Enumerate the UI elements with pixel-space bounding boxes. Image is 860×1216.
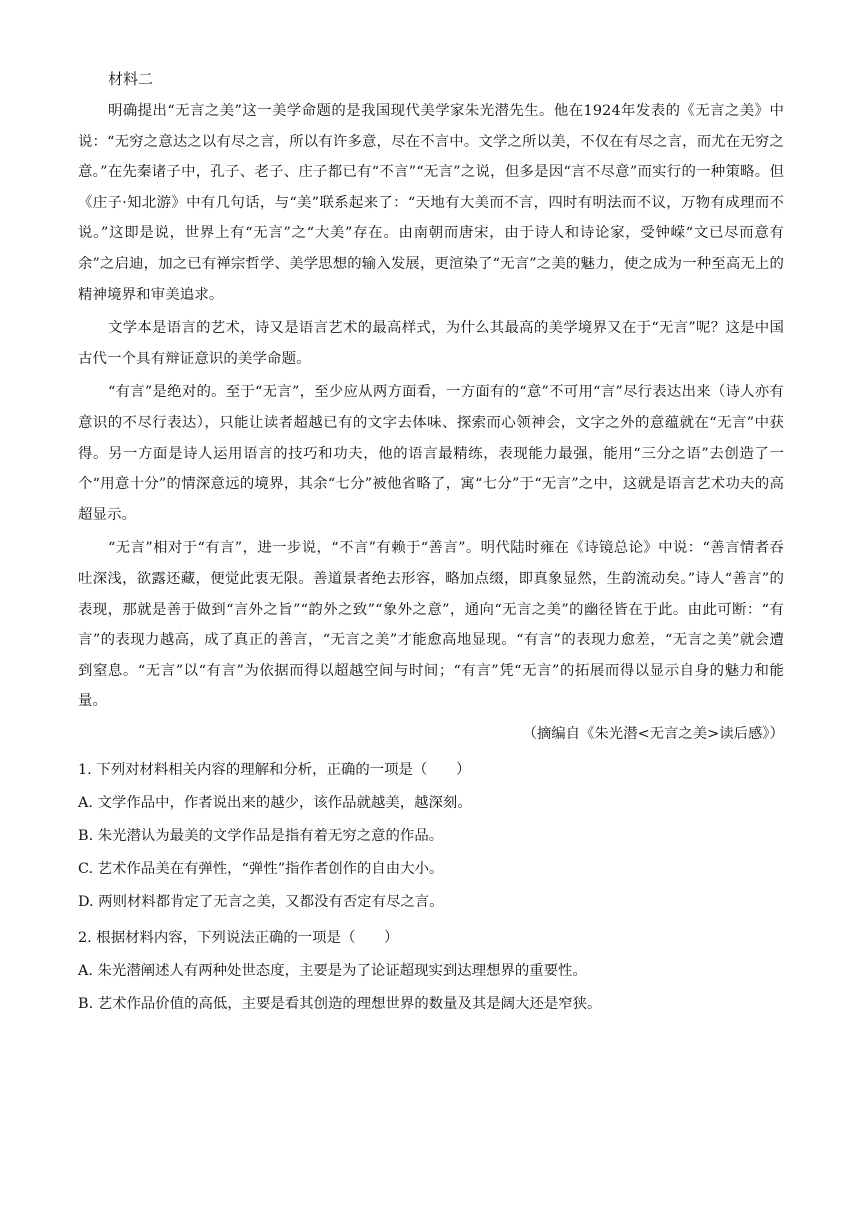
source-citation: （摘编自《朱光潜<无言之美>读后感》）: [522, 725, 784, 742]
paragraph-1: 明确提出“无言之美”这一美学命题的是我国现代美学家朱光潜先生。他在1924年发表的《无言之美》中说：“无穷之意达之以有尽之言，所以有许多意，尽在不言中。文学之所以美，不仅在有尽之言，而尤在无穷之意。”在先秦诸子中，孔子、老子、庄子都已有“不言”“无言”之说，但多是因“言不尽意”而实行的一种策略。但《庄子·知北游》中有几句话，与“美”联系起来了：“天地有大美而不言，四时有明法而不议，万物有成理而不说。”这即是说，世界上有“无言”之“大美”存在。由南朝而唐宋，由于诗人和诗论家，受钟嵘“文已尽而意有余”之启迪，加之已有禅宗哲学、美学思想的输入发展，更渲染了“无言”之美的魅力，使之成为一种至高无上的精神境界和审美追求。: [78, 103, 784, 303]
question-2-option-a: A. 朱光潜阐述人有两种处世态度，主要是为了论证超现实到达理想界的重要性。: [78, 962, 587, 979]
question-1-option-c: C. 艺术作品美在有弹性，“弹性”指作者创作的自由大小。: [78, 860, 444, 877]
paragraph-4: “无言”相对于“有言”，进一步说，“不言”有赖于“善言”。明代陆时雍在《诗镜总论》中说：“善言情者吞吐深浅，欲露还藏，便觉此衷无限。善道景者绝去形容，略加点缀，即真象显然，生韵流动矣。”诗人“善言”的表现，那就是善于做到“言外之旨”“韵外之致”“象外之意”，通向“无言之美”的幽径皆在于此。由此可断：“有言”的表现力越高，成了真正的善言，“无言之美”才能愈高地显现。“有言”的表现力愈差，“无言之美”就会遭到窒息。“无言”以“有言”为依据而得以超越空间与时间；“有言”凭“无言”的拓展而得以显示自身的魅力和能量。: [78, 540, 784, 710]
question-1-option-d: D. 两则材料都肯定了无言之美，又都没有否定有尽之言。: [78, 893, 444, 910]
question-1-option-b: B. 朱光潜认为最美的文学作品是指有着无穷之意的作品。: [78, 827, 444, 844]
question-2-title: 2. 根据材料内容，下列说法正确的一项是（ ）: [78, 929, 399, 946]
question-1-title: 1. 下列对材料相关内容的理解和分析，正确的一项是（ ）: [78, 761, 471, 778]
document-page: [78, 64, 784, 1019]
material-title: 材料二: [108, 70, 154, 88]
paragraph-3: “有言”是绝对的。至于“无言”，至少应从两方面看，一方面有的“意”不可用“言”尽行表达出来（诗人亦有意识的不尽行表达），只能让读者超越已有的文字去体味、探索而心领神会，文字之外的意蕴就在“无言”中获得。另一方面是诗人运用语言的技巧和功夫，他的语言最精练，表现能力最强，能用“三分之语”去创造了一个“用意十分”的情深意远的境界，其余“七分”被他省略了，寓“七分”于“无言”之中，这就是语言艺术功夫的高超显示。: [78, 384, 784, 523]
paragraph-2: 文学本是语言的艺术，诗又是语言艺术的最高样式，为什么其最高的美学境界又在于“无言”呢？这是中国古代一个具有辩证意识的美学命题。: [78, 320, 784, 367]
question-1-option-a: A. 文学作品中，作者说出来的越少，该作品就越美，越深刻。: [78, 794, 472, 811]
question-2-option-b: B. 艺术作品价值的高低，主要是看其创造的理想世界的数量及其是阔大还是窄狭。: [78, 995, 602, 1012]
